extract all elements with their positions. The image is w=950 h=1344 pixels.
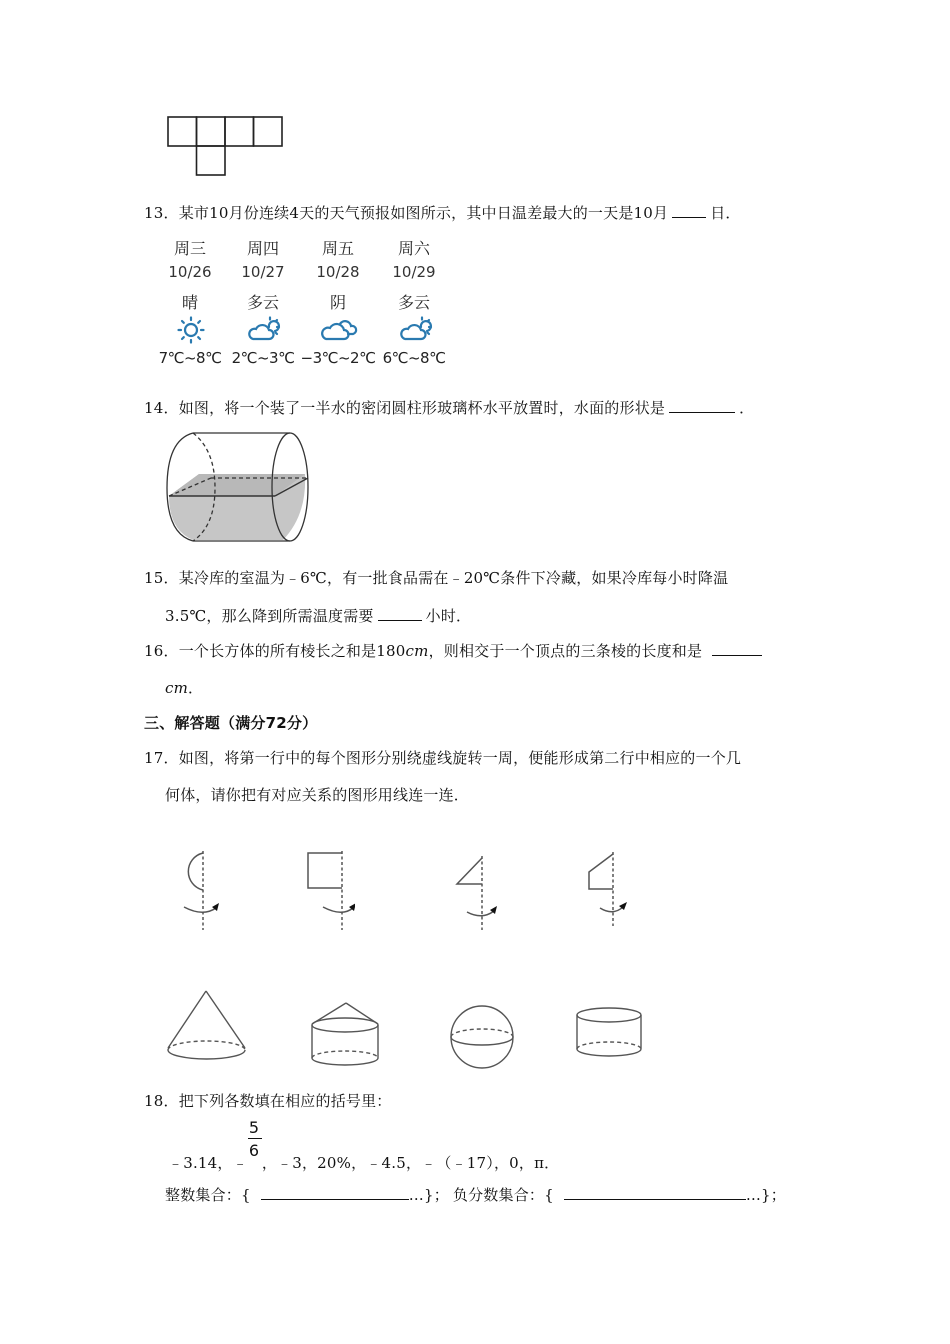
square-rotation-figure (305, 850, 355, 932)
question-13 (144, 203, 741, 223)
negative-fraction-set-label: 负分数集合：{ (452, 1186, 554, 1204)
unit: cm (165, 679, 189, 697)
unit: cm (405, 642, 429, 660)
question-14 (144, 398, 754, 418)
question-text: 一个长方体的所有棱长之和是180 (178, 642, 406, 660)
condition-label: 阴 (329, 293, 346, 312)
numbers-part-a: ﹣3.14，﹣ (168, 1154, 248, 1172)
date-label: 10/28 (316, 263, 360, 281)
condition-label: 晴 (181, 293, 198, 312)
numbers-part-b: ，﹣3，20%，﹣4.5，﹣（﹣17），0，π． (261, 1154, 560, 1172)
question-number: 13． (144, 204, 179, 222)
answer-blank[interactable] (672, 203, 706, 218)
question-text-end: 日． (710, 204, 741, 222)
question-number: 18． (144, 1092, 179, 1110)
day-label: 周三 (173, 239, 206, 258)
question-number: 15． (144, 569, 179, 587)
cylinder-with-cone-figure (308, 1000, 384, 1070)
day-label: 周六 (397, 239, 430, 258)
question-text: 3.5℃，那么降到所需温度需要 (165, 607, 374, 625)
question-text: 何体，请你把有对应关系的图形用线连一连． (165, 786, 470, 804)
question-18 (144, 1091, 392, 1111)
question-15-line2 (165, 606, 471, 626)
temperature-range: −3℃~2℃ (300, 349, 376, 367)
question-text: 某市10月份连续4天的天气预报如图所示，其中日温差最大的一天是10月 (178, 204, 669, 222)
question-15 (144, 568, 728, 588)
section-title: 三、解答题（满分72分） (144, 714, 318, 732)
sphere-figure (449, 1003, 515, 1071)
cube-net-figure (167, 116, 285, 178)
answer-blank[interactable] (378, 606, 422, 621)
question-text: 如图，将一个装了一半水的密闭圆柱形玻璃杯水平放置时，水面的形状是 (178, 399, 666, 417)
question-16-line2 (165, 678, 203, 698)
number-list (168, 1118, 560, 1173)
date-label: 10/27 (241, 263, 285, 281)
trapezoid-rotation-figure (582, 850, 632, 932)
date-label: 10/29 (392, 263, 436, 281)
question-text-end: 小时． (425, 607, 472, 625)
question-text-end: ． (739, 399, 755, 417)
set-end: …}； (408, 1186, 449, 1204)
weather-forecast-figure (160, 236, 480, 376)
semicircle-rotation-figure (176, 850, 226, 932)
condition-label: 多云 (246, 293, 279, 312)
day-label: 周四 (246, 239, 279, 258)
temperature-range: 6℃~8℃ (382, 349, 446, 367)
fraction-five-sixths: $\frac{5}{6}$ (248, 1148, 262, 1168)
question-number: 17． (144, 749, 179, 767)
question-number: 14． (144, 399, 179, 417)
triangle-rotation-figure (452, 850, 502, 932)
question-text: 把下列各数填在相应的括号里： (178, 1092, 392, 1110)
horizontal-cylinder-figure (165, 430, 310, 545)
sun-icon (177, 316, 205, 344)
negative-fraction-set-blank[interactable] (564, 1185, 746, 1200)
day-label: 周五 (321, 239, 354, 258)
question-16 (144, 641, 766, 661)
cloudy-icon (320, 316, 358, 342)
answer-blank[interactable] (669, 398, 735, 413)
question-text-end: ． (188, 679, 204, 697)
set-end: …}； (745, 1186, 787, 1204)
integer-set-label: 整数集合：{ (165, 1186, 251, 1204)
question-text: 如图，将第一行中的每个图形分别绕虚线旋转一周，便能形成第二行中相应的一个几 (178, 749, 742, 767)
question-17 (144, 748, 741, 768)
question-text: 某冷库的室温为﹣6℃，有一批食品需在﹣20℃条件下冷藏，如果冷库每小时降温 (178, 569, 729, 587)
cone-figure (164, 988, 250, 1068)
answer-blank[interactable] (712, 641, 762, 656)
date-label: 10/26 (168, 263, 212, 281)
condition-label: 多云 (397, 293, 430, 312)
question-17-line2 (165, 785, 469, 805)
question-number: 16． (144, 642, 179, 660)
partly-cloudy-icon (247, 316, 281, 342)
cylinder-figure (574, 1004, 644, 1060)
temperature-range: 2℃~3℃ (231, 349, 295, 367)
question-text: ，则相交于一个顶点的三条棱的长度和是 (428, 642, 703, 660)
integer-set-blank[interactable] (261, 1185, 409, 1200)
partly-cloudy-icon (399, 316, 433, 342)
temperature-range: 7℃~8℃ (158, 349, 222, 367)
set-answers (165, 1185, 786, 1205)
